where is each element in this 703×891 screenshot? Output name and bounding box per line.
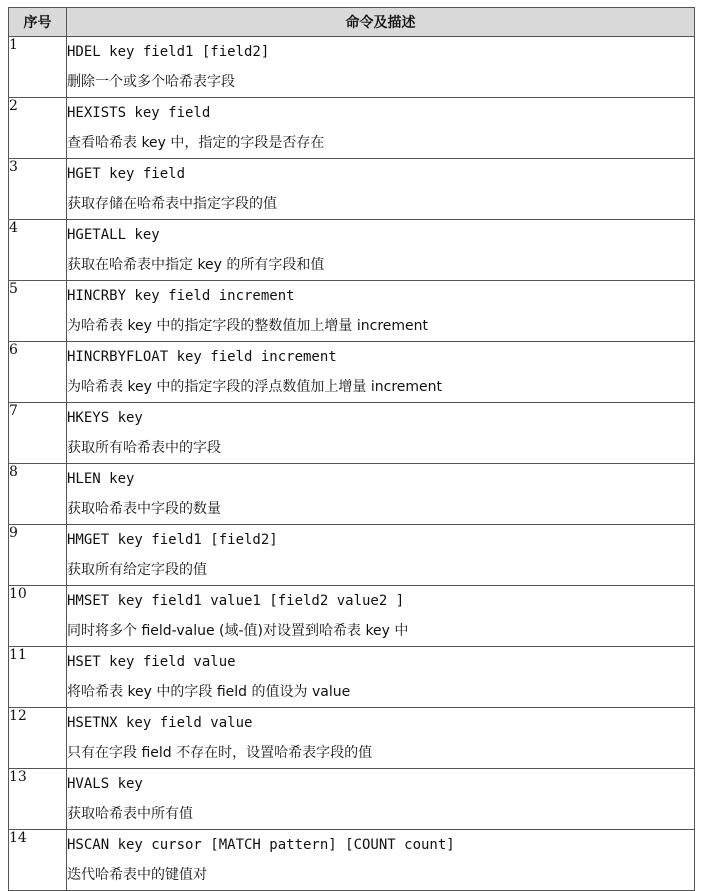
- row-number: 5: [9, 281, 67, 342]
- command-cell: [67, 159, 695, 220]
- row-number: 13: [9, 769, 67, 830]
- command-description: 迭代哈希表中的键值对: [67, 867, 207, 883]
- command-description: 为哈希表 key 中的指定字段的浮点数值加上增量 increment: [67, 379, 442, 395]
- row-number: 3: [9, 159, 67, 220]
- row-number: 10: [9, 586, 67, 647]
- command-description: 获取所有给定字段的值: [67, 562, 207, 578]
- command-description: 为哈希表 key 中的指定字段的整数值加上增量 increment: [67, 318, 428, 334]
- table-row: [9, 464, 695, 525]
- table-row: [9, 647, 695, 708]
- command-syntax: HGETALL key: [67, 227, 160, 243]
- command-syntax: HSCAN key cursor [MATCH pattern] [COUNT count]: [67, 837, 455, 853]
- row-number: 14: [9, 830, 67, 891]
- command-description: 查看哈希表 key 中，指定的字段是否存在: [67, 135, 325, 151]
- command-description: 获取哈希表中所有值: [67, 806, 193, 822]
- command-syntax: HVALS key: [67, 776, 143, 792]
- command-cell: [67, 37, 695, 98]
- command-syntax: HKEYS key: [67, 410, 143, 426]
- command-syntax: HINCRBY key field increment: [67, 288, 295, 304]
- command-description: 只有在字段 field 不存在时，设置哈希表字段的值: [67, 745, 373, 761]
- row-number: 8: [9, 464, 67, 525]
- command-syntax: HLEN key: [67, 471, 135, 487]
- table-row: [9, 220, 695, 281]
- table-row: [9, 708, 695, 769]
- command-cell: [67, 769, 695, 830]
- command-description: 删除一个或多个哈希表字段: [67, 74, 235, 90]
- row-number: 7: [9, 403, 67, 464]
- command-syntax: HSETNX key field value: [67, 715, 253, 731]
- table-row: [9, 830, 695, 891]
- table-row: [9, 403, 695, 464]
- row-number: 9: [9, 525, 67, 586]
- command-cell: [67, 342, 695, 403]
- command-syntax: HINCRBYFLOAT key field increment: [67, 349, 337, 365]
- column-header-number: 序号: [9, 8, 67, 37]
- command-cell: [67, 647, 695, 708]
- command-syntax: HGET key field: [67, 166, 186, 182]
- command-cell: [67, 708, 695, 769]
- column-header-command-description: 命令及描述: [67, 8, 695, 37]
- row-number: 2: [9, 98, 67, 159]
- command-cell: [67, 464, 695, 525]
- table-row: [9, 159, 695, 220]
- row-number: 11: [9, 647, 67, 708]
- command-syntax: HSET key field value: [67, 654, 236, 670]
- command-cell: [67, 830, 695, 891]
- table-row: [9, 586, 695, 647]
- command-syntax: HMGET key field1 [field2]: [67, 532, 278, 548]
- row-number: 1: [9, 37, 67, 98]
- table-row: [9, 525, 695, 586]
- table-row: [9, 98, 695, 159]
- command-description: 获取哈希表中字段的数量: [67, 501, 221, 517]
- command-cell: [67, 586, 695, 647]
- table-row: [9, 769, 695, 830]
- command-description: 将哈希表 key 中的字段 field 的值设为 value: [67, 684, 351, 700]
- command-syntax: HDEL key field1 [field2]: [67, 44, 270, 60]
- table-row: [9, 342, 695, 403]
- command-cell: [67, 403, 695, 464]
- command-cell: [67, 98, 695, 159]
- row-number: 12: [9, 708, 67, 769]
- command-cell: [67, 525, 695, 586]
- command-description: 获取存储在哈希表中指定字段的值: [67, 196, 277, 212]
- command-cell: [67, 281, 695, 342]
- row-number: 6: [9, 342, 67, 403]
- command-description: 获取在哈希表中指定 key 的所有字段和值: [67, 257, 325, 273]
- table-row: [9, 281, 695, 342]
- row-number: 4: [9, 220, 67, 281]
- redis-hash-command-table: [8, 7, 695, 891]
- command-cell: [67, 220, 695, 281]
- command-description: 同时将多个 field-value (域-值)对设置到哈希表 key 中: [67, 623, 409, 639]
- table-header-row: [9, 8, 695, 37]
- table-row: [9, 37, 695, 98]
- command-syntax: HMSET key field1 value1 [field2 value2 ]: [67, 593, 405, 609]
- command-syntax: HEXISTS key field: [67, 105, 211, 121]
- command-description: 获取所有哈希表中的字段: [67, 440, 221, 456]
